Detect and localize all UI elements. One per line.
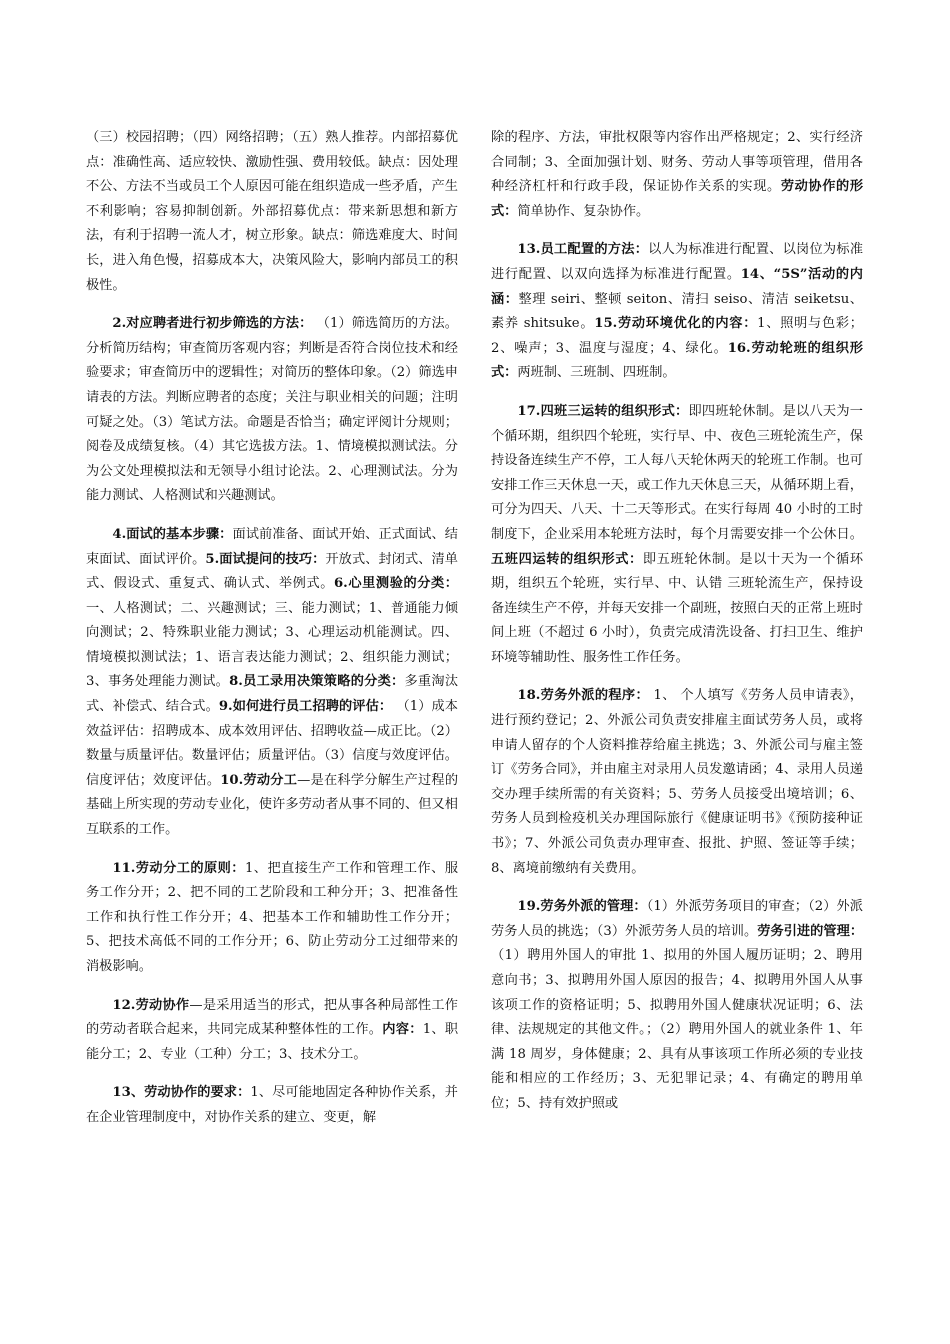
- bold-heading: 4.面试的基本步骤：: [112, 526, 233, 542]
- bold-heading: 10.劳动分工: [220, 772, 298, 788]
- body-text: 多重淘汰式、补偿式、结合式。: [86, 674, 459, 715]
- body-text: 一、人格测试；二、兴趣测试；三、能力测试；1、普通能力倾向测试；2、特殊职业能力测试；3、心理运动机能测试。四、情境模拟测试法；1、语言表达能力测试；2、组织能力测试；3、事务处理能力测试。: [86, 600, 458, 690]
- body-text: 1、尽可能地固定各种协作关系，并在企业管理制度中，对协作关系的建立、变更，解: [86, 1085, 458, 1125]
- bold-heading: 13、劳动协作的要求：: [112, 1085, 251, 1101]
- body-text: 1、把直接生产工作和管理工作、服务工作分开；2、把不同的工艺阶段和工种分开；3、把准备性工作和执行性工作分开；4、把基本工作和辅助性工作分开；5、把技术高低不同的工作分开；6、防止劳动分工过细带来的消极影响。: [86, 860, 459, 974]
- bold-heading: 15.劳动环境优化的内容：: [594, 316, 758, 332]
- bold-heading: 劳动协作的形式：: [491, 179, 864, 219]
- body-text: —是采用适当的形式，把从事各种局部性工作的劳动者联合起来，共同完成某种整体性的工作。: [86, 997, 458, 1038]
- bold-heading: 13.员工配置的方法：: [517, 242, 649, 258]
- body-text: 1、 个人填写《劳务人员申请表》，进行预约登记；2、外派公司负责安排雇主面试劳务人员，或将申请人留存的个人资料推荐给雇主挑选；3、外派公司与雇主签订《劳务合同》，并由雇主对录用人员发邀请函；4、录用人员递交办理手续所需的有关资料；5、劳务人员接受出境培训；6、劳务人员到检疫机关办理国际旅行《健康证明书》《预防接种证书》；7、外派公司负责办理审查、报批、护照、签证等手续；8、离境前缴纳有关费用。: [491, 688, 863, 876]
- right-column: [491, 126, 863, 1131]
- body-text: —是在科学分解生产过程的基础上所实现的劳动专业化，使许多劳动者从事不同的、但又相互联系的工作。: [86, 772, 459, 838]
- body-text: 以人为标准进行配置、以岗位为标准进行配置、以双向选择为标准进行配置。: [491, 242, 864, 282]
- bold-heading: 11.劳动分工的原则：: [112, 860, 245, 876]
- paragraph-division-principles: [86, 857, 458, 980]
- body-text: 两班制、三班制、四班制。: [517, 365, 676, 381]
- body-text: 即五班轮休制。是以十天为一个循环期，组织五个轮班，实行早、中、认错 三班轮流生产，保持设备连续生产不停，并每天安排一个副班，按照白天的正常上班时间上班（不超过 6 小时），负责完成清洗设备、打扫卫生、维护环境等辅助性、服务性工作任务。: [491, 551, 864, 665]
- body-text: 即四班轮休制。是以八天为一个循环期，组织四个轮班，实行早、中、夜色三班轮流生产，保持设备连续生产不停，工人每八天轮休两天的轮班工作制。也可安排工作三天休息一天，或工作九天休息三天，从循环期上看，可分为四天、八天、十二天等形式。在实行每周 40 小时的工时制度下，企业采用本轮班方法时，每个月需要安排一个公休日。: [491, 403, 863, 542]
- body-text: 1、职能分工；2、专业（工种）分工；3、技术分工。: [86, 1022, 459, 1062]
- body-text: 面试前准备、面试开始、正式面试、结束面试、面试评价。: [86, 526, 458, 567]
- bold-heading: 17.四班三运转的组织形式：: [517, 403, 689, 419]
- paragraph-labor-cooperation: [86, 994, 458, 1068]
- paragraph-recruitment-channels: [86, 126, 458, 298]
- paragraph-labor-dispatch-management: [491, 895, 863, 1116]
- body-text: （1）筛选简历的方法。分析简历结构；审查简历客观内容；判断是否符合岗位技术和经验要求；审查简历中的逻辑性；对简历的整体印象。（2）筛选申请表的方法。判断应聘者的态度；关注与职业相关的问题；注明可疑之处。（3）笔试方法。命题是否恰当；确定评阅计分规则；阅卷及成绩复核。（4）其它选拔方法。1、情境模拟测试法。分为公文处理模拟法和无领导小组讨论法。2、心理测试法。分为能力测试、人格测试和兴趣测试。: [86, 316, 458, 504]
- bold-heading: 五班四运转的组织形式：: [491, 551, 643, 567]
- body-text: 简单协作、复杂协作。: [517, 203, 650, 219]
- bold-heading: 8.员工录用决策策略的分类：: [229, 674, 405, 690]
- bold-heading: 2.对应聘者进行初步筛选的方法：: [112, 316, 313, 332]
- bold-heading: 16.劳动轮班的组织形式：: [491, 340, 863, 381]
- paragraph-interview-steps: [86, 523, 458, 843]
- left-column: [86, 126, 458, 1145]
- bold-heading: 14、“5S”活动的内涵：: [491, 266, 863, 307]
- body-text: 开放式、封闭式、清单式、假设式、重复式、确认式、举例式。: [86, 551, 458, 592]
- bold-heading: 9.如何进行员工招聘的评估：: [218, 699, 393, 715]
- bold-heading: 6.心里测验的分类：: [334, 576, 458, 592]
- paragraph-screening-methods: [86, 312, 458, 509]
- body-text: （1）聘用外国人的审批 1、拟用的外国人履历证明；2、聘用意向书；3、拟聘用外国人原因的报告；4、拟聘用外国人从事该项工作的资格证明；5、拟聘用外国人健康状况证明；6、法律、法规规定的其他文件。；（2）聘用外国人的就业条件 1、年满 18 周岁，身体健康；2、具有从事该项工作所必须的专业技能和相应的工作经历；3、无犯罪记录；4、有确定的聘用单位；5、持有效护照或: [491, 948, 863, 1111]
- paragraph-shift-organization: [491, 400, 863, 671]
- paragraph-labor-dispatch-procedure: [491, 684, 863, 881]
- body-text: 1、照明与色彩；2、噪声；3、温度与湿度；4、绿化。: [491, 316, 863, 356]
- paragraph-staff-allocation: [491, 238, 863, 386]
- bold-heading: 内容：: [382, 1022, 423, 1038]
- bold-heading: 18.劳务外派的程序：: [517, 688, 650, 704]
- bold-heading: 劳务引进的管理：: [757, 923, 864, 939]
- bold-heading: 12.劳动协作: [112, 997, 190, 1013]
- body-text: 除的程序、方法，审批权限等内容作出严格规定；2、实行经济合同制；3、全面加强计划、财务、劳动人事等项管理，借用各种经济杠杆和行政手段，保证协作关系的实现。: [491, 130, 863, 195]
- body-text: 整理 seiri、整顿 seiton、清扫 seiso、清洁 seiketsu、素养 shitsuke。: [491, 291, 863, 332]
- body-text: （1）成本效益评估：招聘成本、成本效用评估、招聘收益—成正比。（2）数量与质量评估。数量评估；质量评估。（3）信度与效度评估。信度评估；效度评估。: [86, 699, 458, 788]
- bold-heading: 5.面试提问的技巧：: [205, 551, 326, 567]
- paragraph-text: （三）校园招聘；（四）网络招聘；（五）熟人推荐。内部招募优点：准确性高、适应较快、激励性强、费用较低。缺点：因处理不公、方法不当或员工个人原因可能在组织造成一些矛盾，产生不利影响；容易抑制创新。外部招募优点：带来新思想和新方法，有利于招聘一流人才，树立形象。缺点：筛选难度大、时间长，进入角色慢，招募成本大，决策风险大，影响内部员工的积极性。: [86, 130, 458, 293]
- paragraph-cooperation-requirements: [86, 1081, 458, 1130]
- paragraph-cooperation-forms: [491, 126, 863, 224]
- body-text: （1）外派劳务项目的审查；（2）外派劳务人员的挑选；（3）外派劳务人员的培训。: [491, 899, 863, 939]
- bold-heading: 19.劳务外派的管理：: [517, 899, 647, 915]
